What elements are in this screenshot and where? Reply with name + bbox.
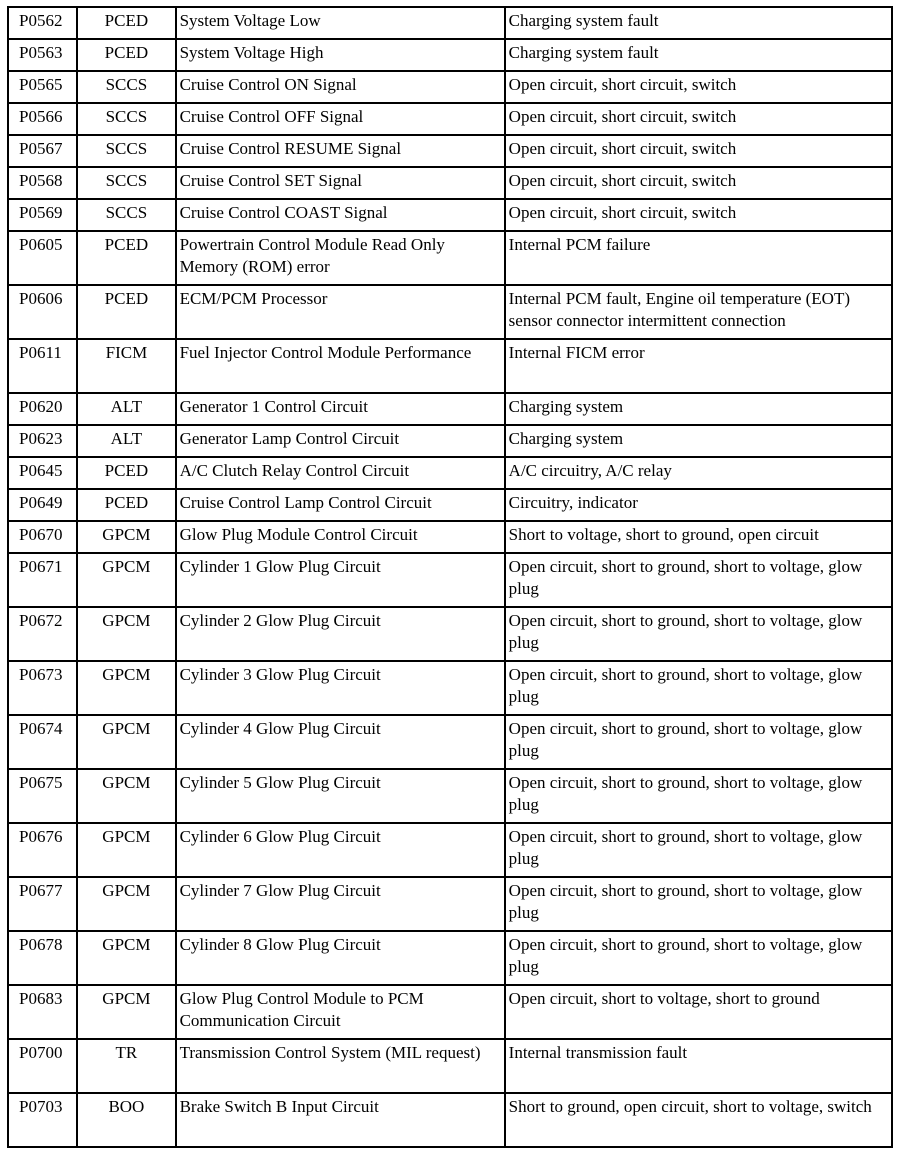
system-code: SCCS (77, 135, 175, 167)
dtc-code: P0568 (8, 167, 77, 199)
system-code: PCED (77, 231, 175, 285)
system-code: SCCS (77, 167, 175, 199)
dtc-description: Generator Lamp Control Circuit (176, 425, 505, 457)
possible-cause: Charging system (505, 425, 892, 457)
system-code: SCCS (77, 71, 175, 103)
dtc-description: System Voltage High (176, 39, 505, 71)
table-row (8, 425, 892, 457)
dtc-description: ECM/PCM Processor (176, 285, 505, 339)
dtc-code: P0683 (8, 985, 77, 1039)
dtc-code: P0671 (8, 553, 77, 607)
dtc-code: P0565 (8, 71, 77, 103)
system-code: PCED (77, 285, 175, 339)
system-code: SCCS (77, 199, 175, 231)
possible-cause: Open circuit, short circuit, switch (505, 103, 892, 135)
dtc-code: P0673 (8, 661, 77, 715)
dtc-code: P0567 (8, 135, 77, 167)
dtc-description: Powertrain Control Module Read Only Memory (ROM) error (176, 231, 505, 285)
dtc-code: P0606 (8, 285, 77, 339)
dtc-description: Cruise Control Lamp Control Circuit (176, 489, 505, 521)
possible-cause: Charging system (505, 393, 892, 425)
dtc-code: P0563 (8, 39, 77, 71)
table-row (8, 931, 892, 985)
dtc-code: P0703 (8, 1093, 77, 1147)
dtc-code: P0675 (8, 769, 77, 823)
system-code: GPCM (77, 715, 175, 769)
table-row (8, 285, 892, 339)
system-code: GPCM (77, 985, 175, 1039)
dtc-code: P0562 (8, 7, 77, 39)
dtc-description: Cylinder 7 Glow Plug Circuit (176, 877, 505, 931)
possible-cause: Short to voltage, short to ground, open circuit (505, 521, 892, 553)
table-row (8, 661, 892, 715)
table-row (8, 7, 892, 39)
dtc-description: Generator 1 Control Circuit (176, 393, 505, 425)
table-row (8, 71, 892, 103)
dtc-description: Cylinder 1 Glow Plug Circuit (176, 553, 505, 607)
possible-cause: Open circuit, short to ground, short to voltage, glow plug (505, 715, 892, 769)
dtc-code: P0569 (8, 199, 77, 231)
possible-cause: Open circuit, short circuit, switch (505, 135, 892, 167)
dtc-code: P0605 (8, 231, 77, 285)
possible-cause: Open circuit, short to ground, short to voltage, glow plug (505, 823, 892, 877)
table-row (8, 199, 892, 231)
dtc-code: P0700 (8, 1039, 77, 1093)
possible-cause: Open circuit, short to ground, short to voltage, glow plug (505, 877, 892, 931)
possible-cause: Internal FICM error (505, 339, 892, 393)
table-row (8, 339, 892, 393)
possible-cause: Open circuit, short circuit, switch (505, 71, 892, 103)
table-row (8, 1039, 892, 1093)
dtc-code: P0623 (8, 425, 77, 457)
dtc-description: Cruise Control RESUME Signal (176, 135, 505, 167)
table-row (8, 521, 892, 553)
system-code: BOO (77, 1093, 175, 1147)
possible-cause: Open circuit, short to ground, short to voltage, glow plug (505, 553, 892, 607)
dtc-code: P0678 (8, 931, 77, 985)
table-row (8, 985, 892, 1039)
system-code: TR (77, 1039, 175, 1093)
possible-cause: Charging system fault (505, 39, 892, 71)
dtc-description: Glow Plug Module Control Circuit (176, 521, 505, 553)
possible-cause: Charging system fault (505, 7, 892, 39)
dtc-description: Cylinder 6 Glow Plug Circuit (176, 823, 505, 877)
possible-cause: Internal PCM failure (505, 231, 892, 285)
dtc-description: Cylinder 4 Glow Plug Circuit (176, 715, 505, 769)
possible-cause: A/C circuitry, A/C relay (505, 457, 892, 489)
system-code: GPCM (77, 553, 175, 607)
table-row (8, 877, 892, 931)
dtc-description: A/C Clutch Relay Control Circuit (176, 457, 505, 489)
dtc-description: Cylinder 3 Glow Plug Circuit (176, 661, 505, 715)
table-row (8, 457, 892, 489)
system-code: GPCM (77, 823, 175, 877)
system-code: GPCM (77, 521, 175, 553)
dtc-description: Cylinder 8 Glow Plug Circuit (176, 931, 505, 985)
dtc-description: Brake Switch B Input Circuit (176, 1093, 505, 1147)
dtc-description: Cruise Control OFF Signal (176, 103, 505, 135)
system-code: GPCM (77, 769, 175, 823)
dtc-table-body (8, 7, 892, 1147)
system-code: GPCM (77, 661, 175, 715)
system-code: GPCM (77, 877, 175, 931)
possible-cause: Open circuit, short circuit, switch (505, 199, 892, 231)
possible-cause: Short to ground, open circuit, short to voltage, switch (505, 1093, 892, 1147)
table-row (8, 489, 892, 521)
dtc-code: P0645 (8, 457, 77, 489)
dtc-description: Cylinder 5 Glow Plug Circuit (176, 769, 505, 823)
dtc-description: Transmission Control System (MIL request) (176, 1039, 505, 1093)
table-row (8, 553, 892, 607)
system-code: ALT (77, 393, 175, 425)
table-row (8, 103, 892, 135)
dtc-code: P0672 (8, 607, 77, 661)
table-row (8, 769, 892, 823)
system-code: PCED (77, 489, 175, 521)
possible-cause: Open circuit, short to ground, short to voltage, glow plug (505, 607, 892, 661)
dtc-code: P0649 (8, 489, 77, 521)
possible-cause: Circuitry, indicator (505, 489, 892, 521)
table-row (8, 231, 892, 285)
dtc-code: P0677 (8, 877, 77, 931)
possible-cause: Open circuit, short circuit, switch (505, 167, 892, 199)
possible-cause: Open circuit, short to voltage, short to ground (505, 985, 892, 1039)
table-row (8, 393, 892, 425)
dtc-code: P0620 (8, 393, 77, 425)
dtc-description: Cruise Control SET Signal (176, 167, 505, 199)
system-code: GPCM (77, 931, 175, 985)
dtc-description: Glow Plug Control Module to PCM Communication Circuit (176, 985, 505, 1039)
system-code: PCED (77, 39, 175, 71)
dtc-description: Cylinder 2 Glow Plug Circuit (176, 607, 505, 661)
table-row (8, 167, 892, 199)
table-row (8, 823, 892, 877)
system-code: PCED (77, 457, 175, 489)
table-row (8, 715, 892, 769)
system-code: GPCM (77, 607, 175, 661)
table-row (8, 39, 892, 71)
dtc-description: System Voltage Low (176, 7, 505, 39)
table-row (8, 1093, 892, 1147)
dtc-description: Fuel Injector Control Module Performance (176, 339, 505, 393)
dtc-code: P0670 (8, 521, 77, 553)
possible-cause: Internal PCM fault, Engine oil temperature (EOT) sensor connector intermittent connection (505, 285, 892, 339)
dtc-description: Cruise Control ON Signal (176, 71, 505, 103)
possible-cause: Internal transmission fault (505, 1039, 892, 1093)
table-row (8, 135, 892, 167)
possible-cause: Open circuit, short to ground, short to voltage, glow plug (505, 661, 892, 715)
system-code: SCCS (77, 103, 175, 135)
dtc-code: P0611 (8, 339, 77, 393)
dtc-code: P0566 (8, 103, 77, 135)
possible-cause: Open circuit, short to ground, short to voltage, glow plug (505, 769, 892, 823)
system-code: FICM (77, 339, 175, 393)
dtc-description: Cruise Control COAST Signal (176, 199, 505, 231)
system-code: PCED (77, 7, 175, 39)
dtc-code: P0674 (8, 715, 77, 769)
dtc-code: P0676 (8, 823, 77, 877)
table-row (8, 607, 892, 661)
dtc-table (7, 6, 893, 1148)
system-code: ALT (77, 425, 175, 457)
possible-cause: Open circuit, short to ground, short to voltage, glow plug (505, 931, 892, 985)
